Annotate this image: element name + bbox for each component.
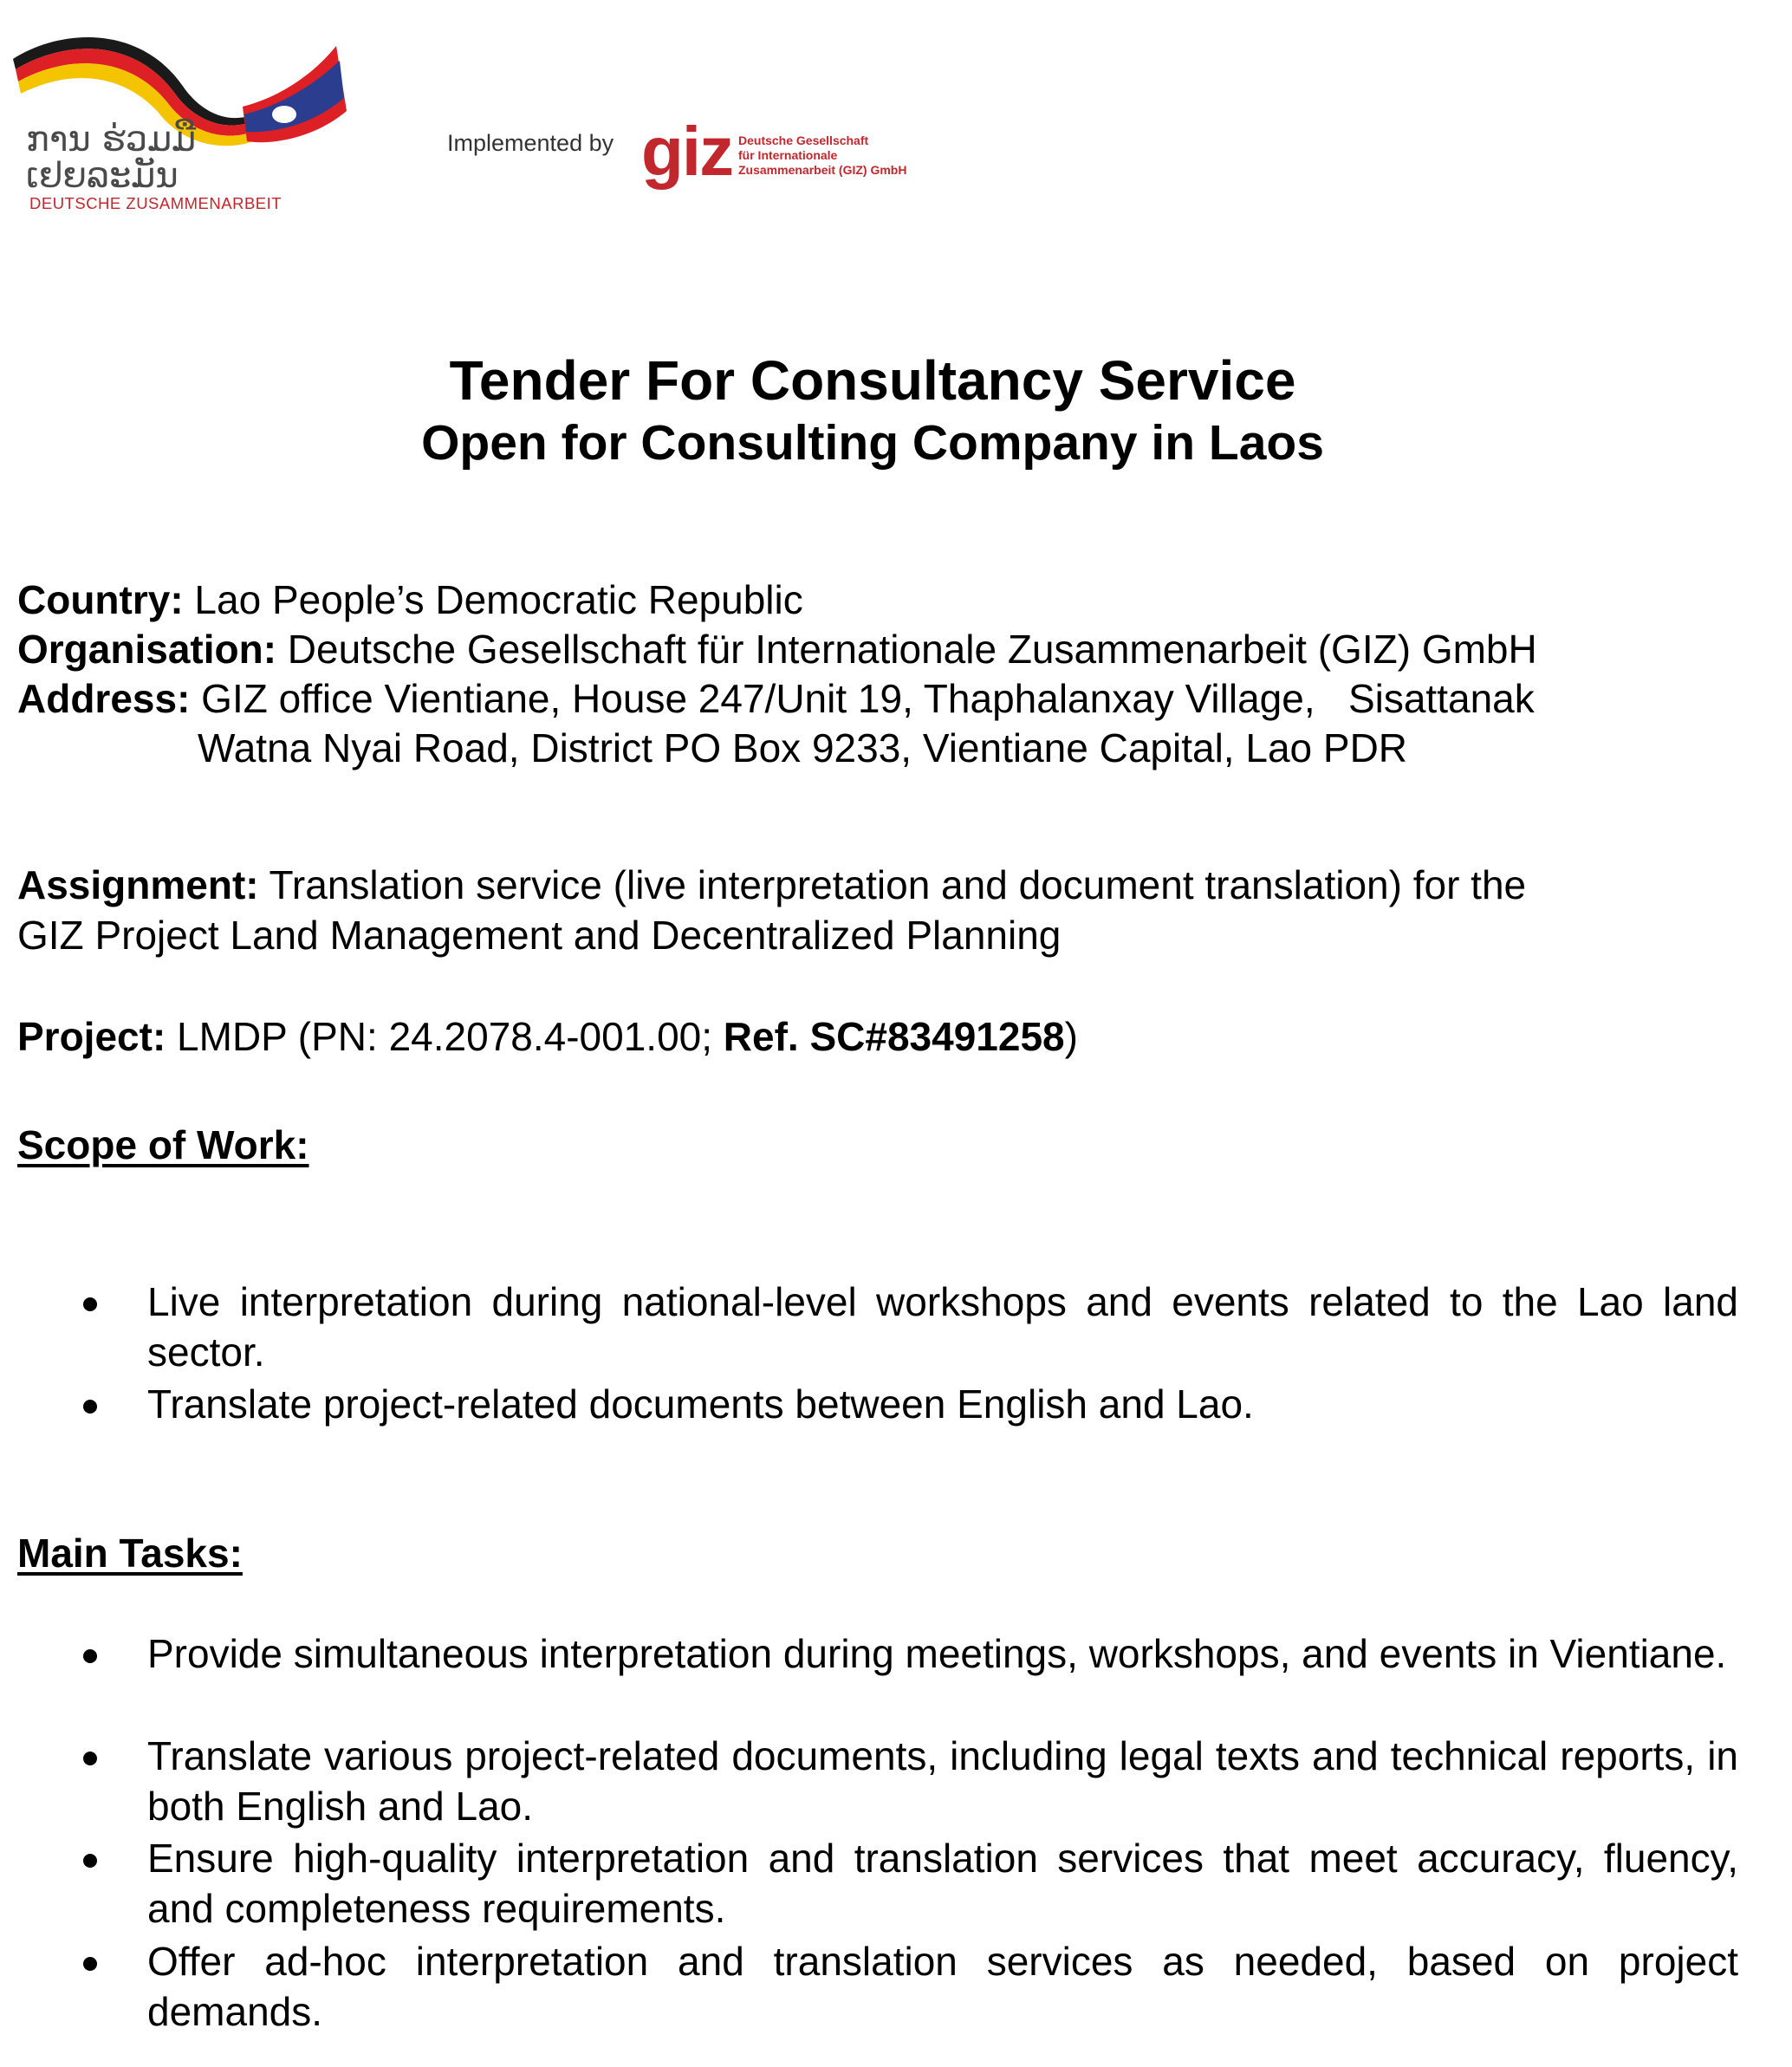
scope-item: Translate project-related documents between English and Lao. xyxy=(147,1381,1254,1427)
task-item: Translate various project-related documents, including legal texts and technical reports, in both English and Lao. xyxy=(147,1733,1738,1829)
scope-heading: Scope of Work: xyxy=(17,1122,309,1167)
deutsche-zusammenarbeit-label: DEUTSCHE ZUSAMMENARBEIT xyxy=(29,194,282,212)
task-item: Provide simultaneous interpretation during meetings, workshops, and events in Vientiane. xyxy=(147,1631,1727,1676)
assignment-value-2: GIZ Project Land Management and Decentralized Planning xyxy=(17,913,1062,958)
lao-logo-line-2: ເຢຍລະມັນ xyxy=(26,156,179,196)
project-value: LMDP (PN: 24.2078.4-001.00; xyxy=(166,1014,724,1059)
bullet-icon xyxy=(83,1752,97,1765)
assignment-row xyxy=(17,860,1526,910)
lao-logo-line-1: ການ ຮ່ວມມື xyxy=(26,120,197,159)
assignment-label: Assignment: xyxy=(17,862,259,907)
organisation-row xyxy=(17,624,1537,674)
country-value: Lao People’s Democratic Republic xyxy=(183,577,803,622)
address-value-2: Watna Nyai Road, District PO Box 9233, Vientiane Capital, Lao PDR xyxy=(198,725,1408,770)
project-ref: Ref. SC#83491258 xyxy=(723,1014,1065,1059)
country-label: Country: xyxy=(17,577,184,622)
address-row xyxy=(17,673,1535,724)
task-item: Offer ad-hoc interpretation and translation services as needed, based on project demands. xyxy=(147,1939,1738,2034)
page-subtitle: Open for Consulting Company in Laos xyxy=(421,415,1324,471)
organisation-label: Organisation: xyxy=(17,627,277,672)
bullet-icon xyxy=(83,1400,97,1414)
project-row xyxy=(17,1011,1078,1062)
bullet-icon xyxy=(83,1854,97,1868)
address-value-1: GIZ office Vientiane, House 247/Unit 19, Thaphalanxay Village, Sisattanak xyxy=(190,676,1535,721)
giz-logo: giz xyxy=(641,113,733,190)
bullet-icon xyxy=(83,1957,97,1971)
organisation-value: Deutsche Gesellschaft für Internationale Zusammenarbeit (GIZ) GmbH xyxy=(276,627,1537,672)
bullet-icon xyxy=(83,1649,97,1663)
project-close: ) xyxy=(1064,1014,1078,1059)
country-row xyxy=(17,575,803,625)
task-item: Ensure high-quality interpretation and translation services that meet accuracy, fluency, and completeness requirements. xyxy=(147,1836,1738,1931)
project-label: Project: xyxy=(17,1014,166,1059)
address-label: Address: xyxy=(17,676,191,721)
tasks-heading: Main Tasks: xyxy=(17,1531,243,1576)
page-title: Tender For Consultancy Service xyxy=(449,349,1296,412)
bullet-icon xyxy=(83,1297,97,1311)
assignment-value-1: Translation service (live interpretation and document translation) for the xyxy=(258,862,1527,907)
implemented-by-label: Implemented by xyxy=(447,130,614,156)
giz-full-name: Deutsche Gesellschaft für Internationale Zusammenarbeit (GIZ) GmbH xyxy=(738,133,907,177)
scope-item: Live interpretation during national-level workshops and events related to the Lao land sector. xyxy=(147,1279,1738,1375)
